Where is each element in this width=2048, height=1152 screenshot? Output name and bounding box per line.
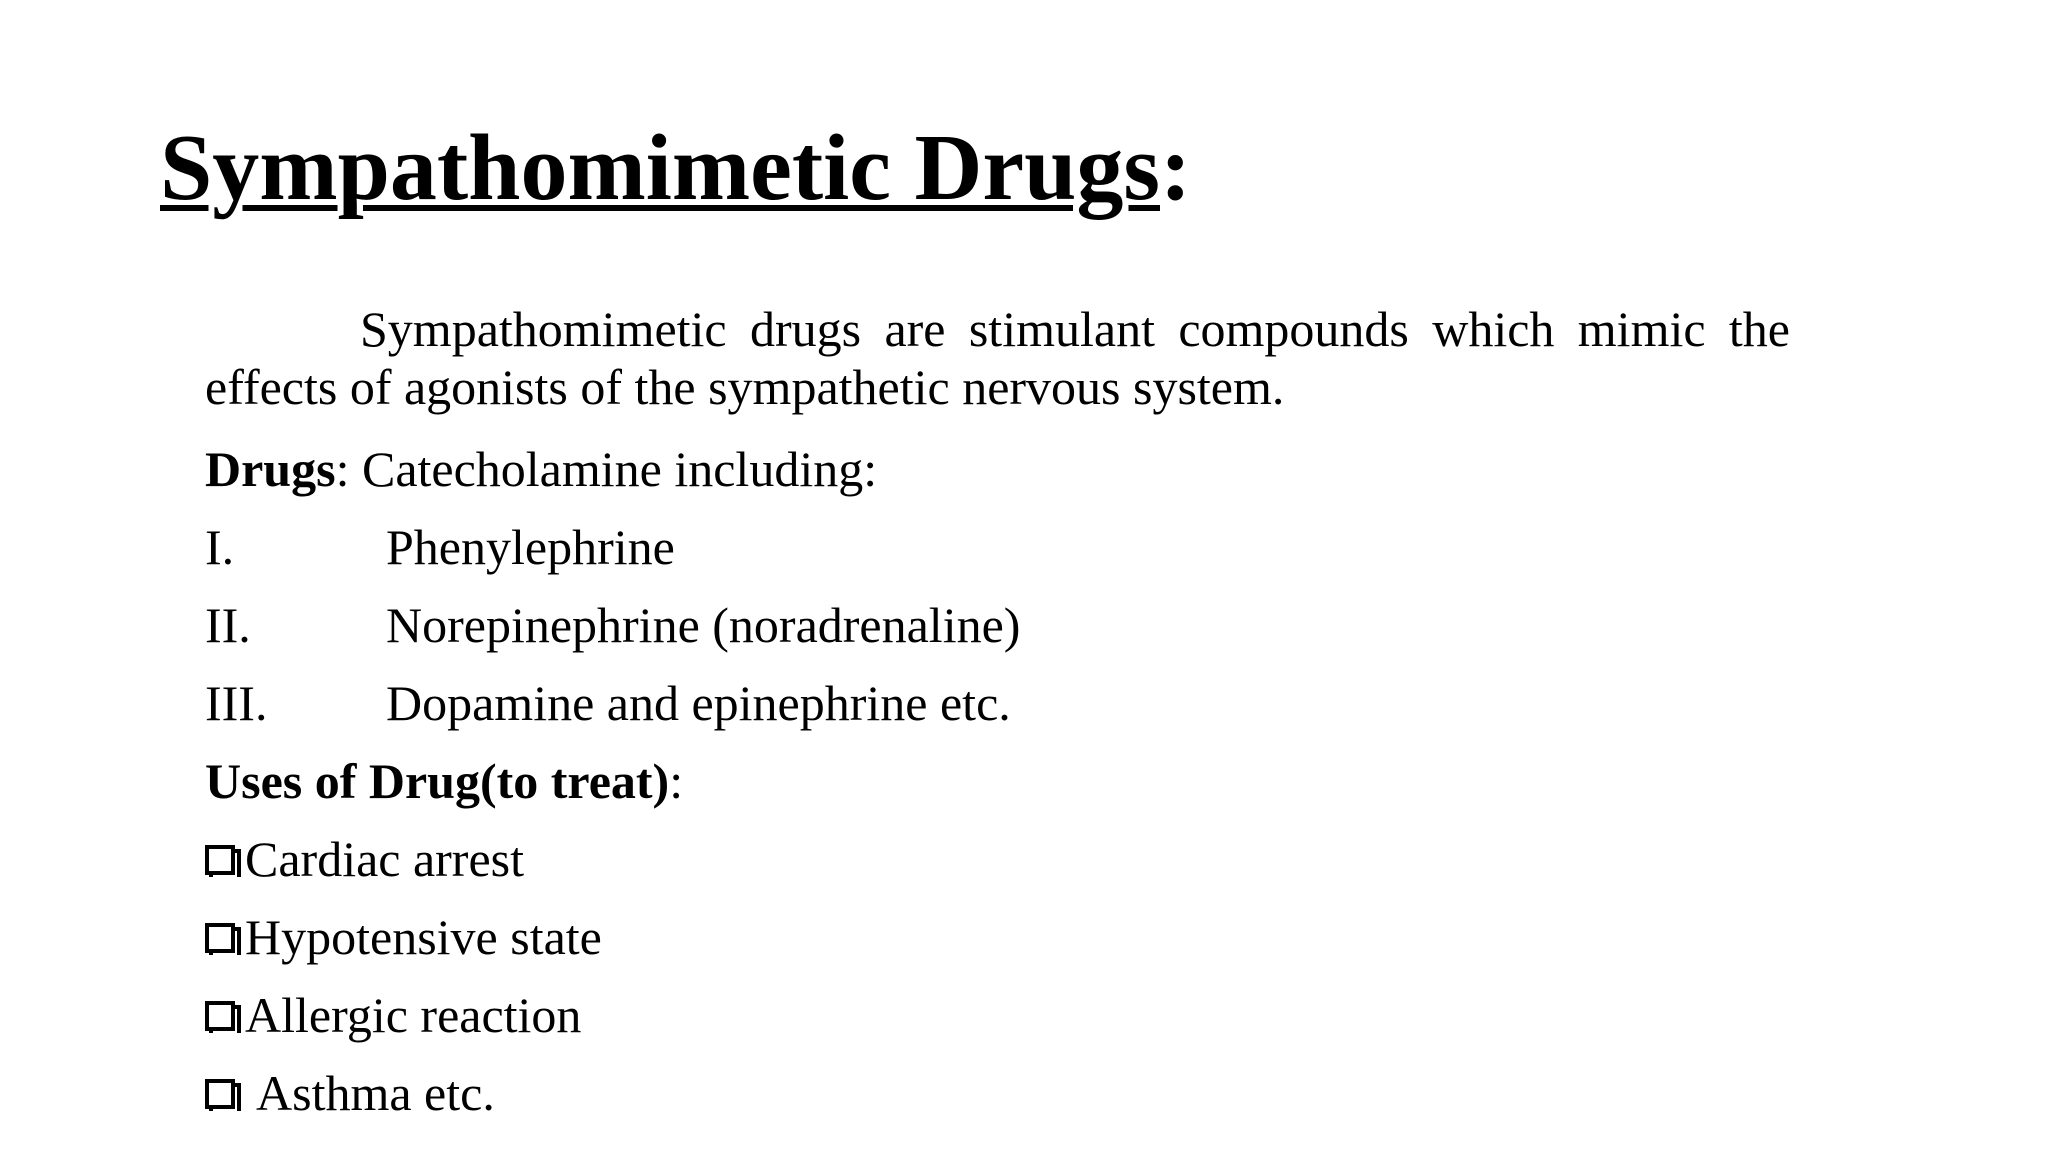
- drugs-line: [205, 430, 1790, 508]
- title-colon: :: [1160, 116, 1192, 220]
- use-list-item: [205, 1054, 1790, 1132]
- drug-list-numeral: I.: [205, 519, 235, 575]
- use-list-text: Allergic reaction: [245, 987, 582, 1043]
- drugs-text: : Catecholamine including:: [335, 441, 878, 497]
- checkbox-icon: [205, 923, 242, 955]
- page-title: [160, 112, 1191, 225]
- use-list-item: [205, 976, 1790, 1054]
- checkbox-icon: [205, 845, 242, 877]
- checkbox-icon: [205, 1079, 242, 1111]
- drug-list-item: [205, 508, 1790, 586]
- use-list-item: [205, 898, 1790, 976]
- drug-list-text: Dopamine and epinephrine etc.: [386, 675, 1011, 731]
- use-list-text: Hypotensive state: [245, 909, 602, 965]
- title-main: Sympathomimetic Drugs: [160, 116, 1160, 220]
- uses-line: [205, 742, 1790, 820]
- drugs-label: Drugs: [205, 441, 336, 497]
- slide-body: [205, 300, 1790, 1132]
- drug-list-item: [205, 664, 1790, 742]
- drug-list-numeral: II.: [205, 597, 251, 653]
- use-list-text: Cardiac arrest: [245, 831, 525, 887]
- drug-list-item: [205, 586, 1790, 664]
- drug-list-text: Phenylephrine: [386, 519, 675, 575]
- uses-label: Uses of Drug(to treat): [205, 753, 670, 809]
- uses-colon: :: [669, 753, 684, 809]
- drug-list-numeral: III.: [205, 675, 268, 731]
- intro-paragraph: Sympathomimetic drugs are stimulant compounds which mimic the effects of agonists of the sympathetic nervous system.: [205, 301, 1790, 415]
- checkbox-icon: [205, 1001, 242, 1033]
- drug-list-text: Norepinephrine (noradrenaline): [386, 597, 1021, 653]
- use-list-text: Asthma etc.: [256, 1065, 495, 1121]
- use-list-item: [205, 820, 1790, 898]
